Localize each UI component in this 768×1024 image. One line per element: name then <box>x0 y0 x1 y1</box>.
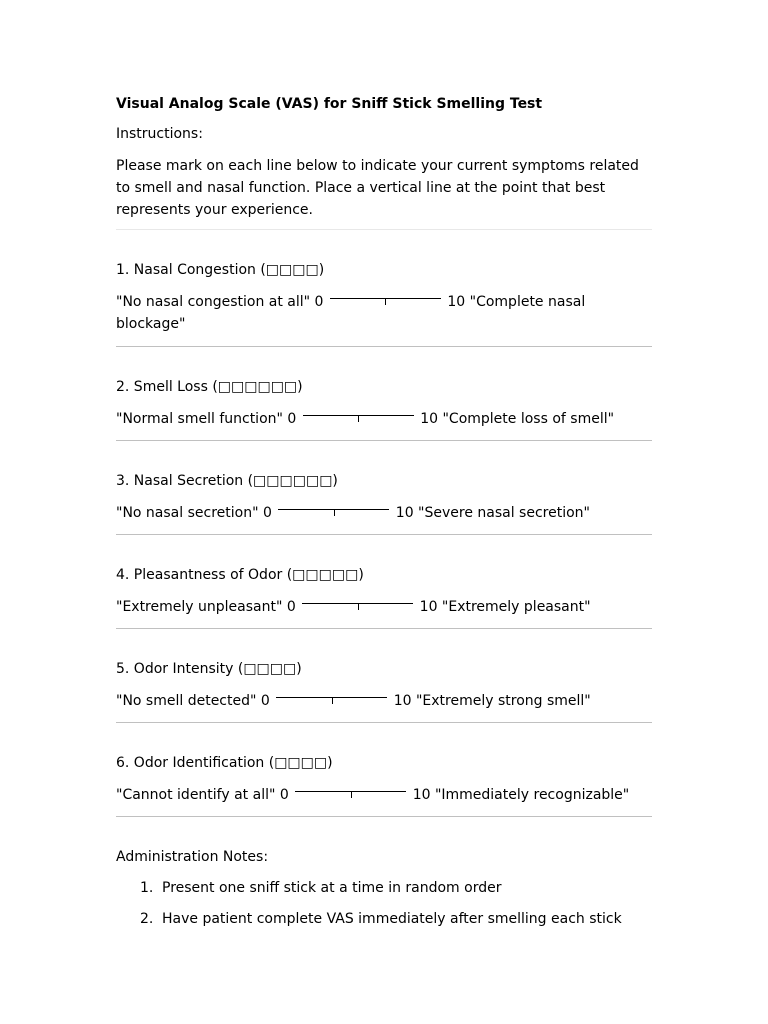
list-item-text: Present one sniff stick at a time in random order <box>162 880 502 896</box>
vas-line[interactable] <box>278 506 389 516</box>
vas-line[interactable] <box>295 788 406 798</box>
item-heading: 5. Odor Intensity (□□□□) <box>116 661 302 677</box>
administration-notes-list <box>116 879 652 928</box>
scale-low-label: "Extremely unpleasant" 0 <box>116 599 296 615</box>
document-title: Visual Analog Scale (VAS) for Sniff Stick Smelling Test <box>116 96 543 112</box>
vas-line[interactable] <box>303 412 414 422</box>
item-scale <box>116 408 652 430</box>
vas-item-odor-identification <box>116 723 652 817</box>
instructions-text: Please mark on each line below to indicate your current symptoms related to smell and nasal function. Place a vertical line at the point that best represents your experience. <box>116 158 639 218</box>
list-item <box>140 910 652 928</box>
administration-notes-label: Administration Notes: <box>116 849 269 865</box>
scale-low-label: "No nasal secretion" 0 <box>116 505 272 521</box>
vas-line-mark <box>351 791 352 798</box>
scale-high-label: 10 "Extremely strong smell" <box>393 693 591 709</box>
instructions-label: Instructions: <box>116 126 203 142</box>
vas-line-mark <box>358 603 359 610</box>
item-heading: 3. Nasal Secretion (□□□□□□) <box>116 473 338 489</box>
vas-item-nasal-secretion <box>116 441 652 535</box>
item-scale <box>116 784 652 806</box>
scale-high-label: 10 "Severe nasal secretion" <box>395 505 590 521</box>
document-body <box>116 95 652 941</box>
scale-low-label: "Cannot identify at all" 0 <box>116 787 289 803</box>
scale-high-label: 10 "Extremely pleasant" <box>419 599 591 615</box>
list-item-number: 1. <box>140 880 154 896</box>
item-scale <box>116 690 652 712</box>
scale-high-label: 10 "Complete loss of smell" <box>420 411 615 427</box>
vas-line[interactable] <box>276 694 387 704</box>
scale-high-label: 10 "Complete nasal blockage" <box>116 294 586 332</box>
item-heading: 2. Smell Loss (□□□□□□) <box>116 379 303 395</box>
divider <box>116 816 652 817</box>
scale-low-label: "Normal smell function" 0 <box>116 411 297 427</box>
scale-high-label: 10 "Immediately recognizable" <box>412 787 630 803</box>
vas-item-nasal-congestion <box>116 230 652 347</box>
item-heading: 4. Pleasantness of Odor (□□□□□) <box>116 567 364 583</box>
scale-low-label: "No nasal congestion at all" 0 <box>116 294 324 310</box>
scale-low-label: "No smell detected" 0 <box>116 693 270 709</box>
item-heading: 1. Nasal Congestion (□□□□) <box>116 262 325 278</box>
item-heading: 6. Odor Identification (□□□□) <box>116 755 333 771</box>
vas-line[interactable] <box>302 600 413 610</box>
vas-line[interactable] <box>330 295 441 305</box>
item-scale <box>116 291 652 335</box>
vas-item-odor-intensity <box>116 629 652 723</box>
list-item <box>140 879 652 897</box>
vas-line-mark <box>332 697 333 704</box>
item-scale <box>116 502 652 524</box>
list-item-text: Have patient complete VAS immediately after smelling each stick <box>162 911 622 927</box>
vas-item-smell-loss <box>116 347 652 441</box>
vas-item-pleasantness-of-odor <box>116 535 652 629</box>
vas-line-mark <box>358 415 359 422</box>
list-item-number: 2. <box>140 911 154 927</box>
item-scale <box>116 596 652 618</box>
vas-line-mark <box>334 509 335 516</box>
vas-line-mark <box>385 298 386 305</box>
